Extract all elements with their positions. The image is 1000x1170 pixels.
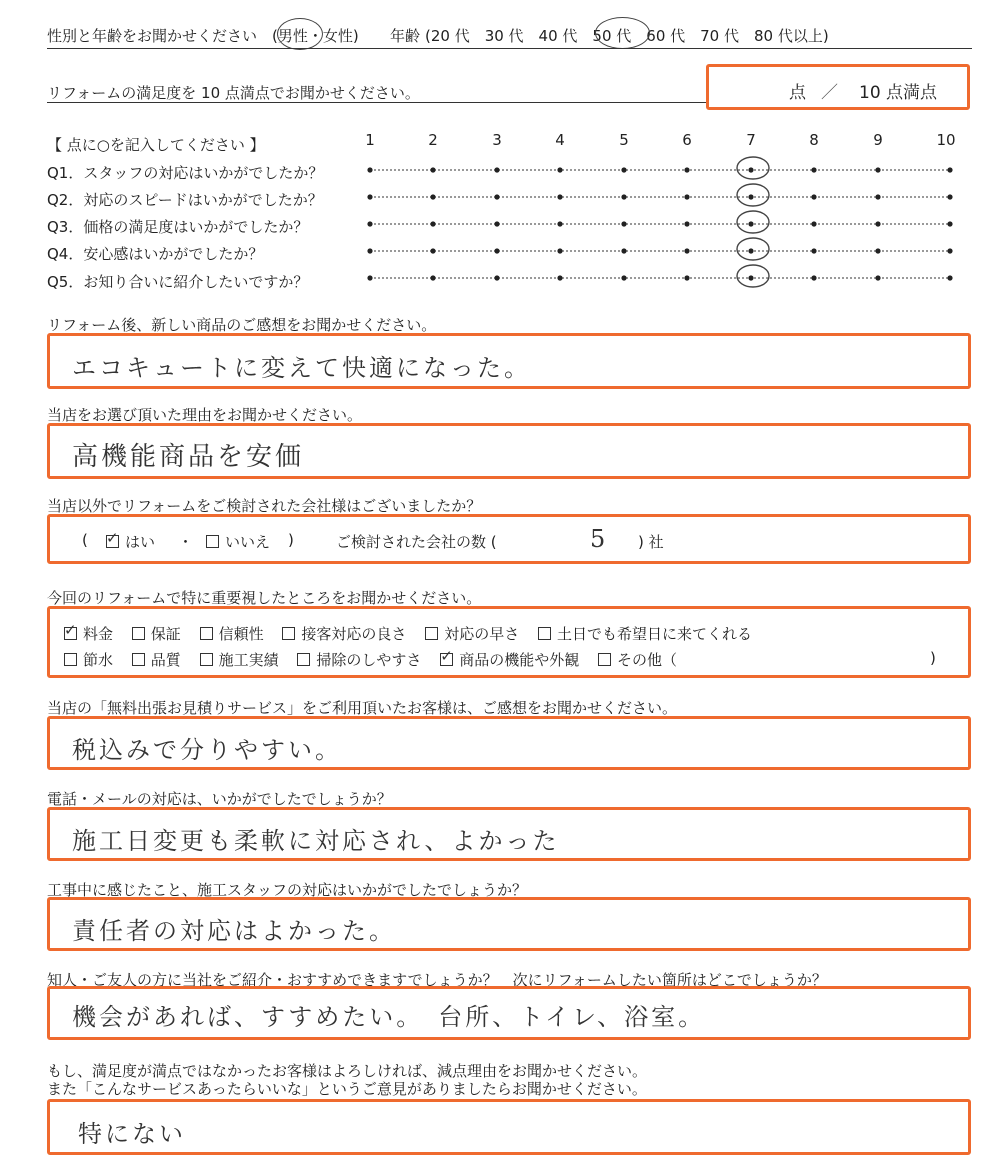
priority-track-record[interactable] xyxy=(200,649,279,670)
rating-dot-q2-5[interactable] xyxy=(621,194,626,199)
gender-options: (男性・女性) xyxy=(272,27,359,45)
no-checkbox[interactable] xyxy=(206,535,219,548)
rating-dot-q5-7[interactable] xyxy=(748,275,753,280)
construction-answer: 責任者の対応はよかった。 xyxy=(72,917,396,945)
priority-checkbox[interactable] xyxy=(132,627,145,640)
company-count-suffix: ) 社 xyxy=(638,533,664,551)
improvement-label-2: また「こんなサービスあったらいいな」というご意見がありましたらお聞かせください。 xyxy=(47,1080,647,1098)
other-companies-label: 当店以外でリフォームをご検討された会社様はございましたか？ xyxy=(47,497,482,515)
rating-dot-q5-3[interactable] xyxy=(494,275,499,280)
rating-dot-q2-6[interactable] xyxy=(684,194,689,199)
no-label: いいえ xyxy=(225,533,271,551)
other-companies-close-paren: ) xyxy=(288,531,294,549)
rating-dot-q5-8[interactable] xyxy=(811,275,816,280)
rating-dot-q5-6[interactable] xyxy=(684,275,689,280)
contact-answer: 施工日変更も柔軟に対応され、よかった xyxy=(72,827,560,855)
priority-reliability[interactable] xyxy=(200,623,264,644)
rating-dot-q1-2[interactable] xyxy=(430,167,435,172)
question-q5: Q5．お知り合いに紹介したいですか？ xyxy=(47,273,309,291)
contact-label: 電話・メールの対応は、いかがでしたでしょうか？ xyxy=(47,790,392,808)
scale-1: 1 xyxy=(365,131,375,149)
construction-label: 工事中に感じたこと、施工スタッフの対応はいかがでしたでしょうか？ xyxy=(47,881,528,899)
priority-label: 料金 xyxy=(83,625,114,643)
priority-checkbox[interactable] xyxy=(282,627,295,640)
reason-answer-box[interactable] xyxy=(47,423,971,479)
reason-label: 当店をお選び頂いた理由をお聞かせください。 xyxy=(47,406,363,424)
rating-dot-q1-8[interactable] xyxy=(811,167,816,172)
satisfaction-prompt: リフォームの満足度を 10 点満点でお聞かせください。 xyxy=(47,84,420,102)
priority-label: 節水 xyxy=(83,651,114,669)
rating-dot-q3-5[interactable] xyxy=(621,221,626,226)
scale-4: 4 xyxy=(555,131,565,149)
header-underline xyxy=(47,48,972,49)
priority-checkbox[interactable] xyxy=(200,627,213,640)
rating-dot-q3-3[interactable] xyxy=(494,221,499,226)
estimate-answer-box[interactable] xyxy=(47,716,971,770)
construction-answer-box[interactable] xyxy=(47,897,971,951)
priority-label: 対応の早さ xyxy=(444,625,520,643)
priority-quality[interactable] xyxy=(132,649,181,670)
reason-answer: 高機能商品を安価 xyxy=(72,442,305,472)
estimate-label: 当店の「無料出張お見積りサービス」をご利用頂いたお客様は、ご感想をお聞かせください。 xyxy=(47,699,678,717)
estimate-answer: 税込みで分りやすい。 xyxy=(72,736,342,764)
rating-dot-q2-1[interactable] xyxy=(367,194,372,199)
new-product-answer-box[interactable] xyxy=(47,333,971,389)
priorities-label: 今回のリフォームで特に重要視したところをお聞かせください。 xyxy=(47,589,482,607)
improvement-answer-box[interactable] xyxy=(47,1099,971,1155)
rating-dot-q3-10[interactable] xyxy=(947,221,952,226)
priority-label: 掃除のしやすさ xyxy=(316,651,422,669)
score-unit: 点 xyxy=(789,83,806,103)
priority-label: 施工実績 xyxy=(218,651,279,669)
priorities-row-2 xyxy=(64,649,691,670)
rating-dot-q4-10[interactable] xyxy=(947,248,952,253)
gender-prompt: 性別と年齢をお聞かせください xyxy=(47,27,258,45)
rating-dot-q4-4[interactable] xyxy=(557,248,562,253)
rating-dot-q5-5[interactable] xyxy=(621,275,626,280)
rating-dot-q4-9[interactable] xyxy=(875,248,880,253)
scale-6: 6 xyxy=(682,131,692,149)
rating-dot-q1-9[interactable] xyxy=(875,167,880,172)
question-q4: Q4．安心感はいかがでしたか？ xyxy=(47,245,264,263)
other-companies-box xyxy=(47,514,971,564)
new-product-answer: エコキュートに変えて快適になった。 xyxy=(72,354,531,382)
yes-label: はい xyxy=(125,533,156,551)
priority-checkbox[interactable] xyxy=(64,627,77,640)
question-q2: Q2．対応のスピードはいかがでしたか？ xyxy=(47,191,323,209)
priority-weekend[interactable] xyxy=(538,623,752,644)
rating-selection-circle-q5 xyxy=(737,265,769,287)
rating-dot-q2-2[interactable] xyxy=(430,194,435,199)
rating-dot-q2-7[interactable] xyxy=(748,194,753,199)
other-companies-open-paren: ( xyxy=(82,531,88,549)
rating-dot-q4-5[interactable] xyxy=(621,248,626,253)
age-selection-circle xyxy=(595,17,650,49)
score-slash: ／ xyxy=(821,83,838,103)
rating-instruction: 【 点に○を記入してください 】 xyxy=(47,136,265,154)
scale-7: 7 xyxy=(746,131,756,149)
scale-5: 5 xyxy=(619,131,629,149)
priority-label: 商品の機能や外観 xyxy=(459,651,580,669)
priority-checkbox[interactable] xyxy=(425,627,438,640)
priority-service[interactable] xyxy=(282,623,406,644)
rating-dot-q3-4[interactable] xyxy=(557,221,562,226)
other-companies-yes[interactable] xyxy=(106,531,155,552)
rating-dot-q4-2[interactable] xyxy=(430,248,435,253)
other-companies-dot: ・ xyxy=(178,533,194,551)
score-box[interactable] xyxy=(706,64,970,110)
age-options: (20 代 30 代 40 代 50 代 60 代 70 代 80 代以上) xyxy=(425,27,829,45)
scale-2: 2 xyxy=(428,131,438,149)
rating-dot-q2-3[interactable] xyxy=(494,194,499,199)
yes-checkbox[interactable] xyxy=(106,535,119,548)
priority-label: その他（ xyxy=(616,651,677,669)
rating-dot-q3-7[interactable] xyxy=(748,221,753,226)
priority-checkbox[interactable] xyxy=(440,653,453,666)
question-q3: Q3．価格の満足度はいかがでしたか？ xyxy=(47,218,309,236)
scale-9: 9 xyxy=(873,131,883,149)
rating-dot-q3-9[interactable] xyxy=(875,221,880,226)
scale-10: 10 xyxy=(936,131,956,149)
priorities-row-1 xyxy=(64,623,766,644)
rating-selection-circle-q4 xyxy=(737,238,769,260)
rating-dot-q1-6[interactable] xyxy=(684,167,689,172)
company-count-value[interactable]: 5 xyxy=(590,525,609,553)
rating-dot-q4-7[interactable] xyxy=(748,248,753,253)
scale-3: 3 xyxy=(492,131,502,149)
improvement-label-1: もし、満足度が満点ではなかったお客様はよろしければ、減点理由をお聞かせください。 xyxy=(47,1062,648,1080)
rating-selection-circle-q3 xyxy=(737,211,769,233)
rating-dot-q1-7[interactable] xyxy=(748,167,753,172)
priority-speed[interactable] xyxy=(425,623,519,644)
rating-dot-q1-1[interactable] xyxy=(367,167,372,172)
rating-dot-q3-2[interactable] xyxy=(430,221,435,226)
priority-fee[interactable] xyxy=(64,623,113,644)
rating-dot-q5-1[interactable] xyxy=(367,275,372,280)
priority-checkbox[interactable] xyxy=(538,627,551,640)
rating-dot-q5-9[interactable] xyxy=(875,275,880,280)
priority-warranty[interactable] xyxy=(132,623,181,644)
improvement-answer: 特にない xyxy=(78,1120,186,1148)
rating-dot-q4-1[interactable] xyxy=(367,248,372,253)
recommend-label: 知人・ご友人の方に当社をご紹介・おすすめできますでしょうか？ 次にリフォームしたい箇所はどこでしょうか？ xyxy=(47,971,827,989)
rating-dot-q5-2[interactable] xyxy=(430,275,435,280)
priority-other-close: ) xyxy=(930,649,936,667)
rating-dot-q2-9[interactable] xyxy=(875,194,880,199)
rating-dot-q5-10[interactable] xyxy=(947,275,952,280)
other-companies-no[interactable] xyxy=(206,531,270,552)
gender-selection-circle xyxy=(277,18,323,50)
rating-dot-q3-8[interactable] xyxy=(811,221,816,226)
rating-dot-q2-10[interactable] xyxy=(947,194,952,199)
priority-label: 保証 xyxy=(150,625,181,643)
recommend-answer: 機会があれば、すすめたい。 台所、トイレ、浴室。 xyxy=(72,1003,706,1031)
priority-label: 信頼性 xyxy=(218,625,264,643)
new-product-label: リフォーム後、新しい商品のご感想をお聞かせください。 xyxy=(47,316,437,334)
rating-dot-q3-1[interactable] xyxy=(367,221,372,226)
rating-dot-q2-8[interactable] xyxy=(811,194,816,199)
contact-answer-box[interactable] xyxy=(47,807,971,861)
rating-dot-q1-5[interactable] xyxy=(621,167,626,172)
priority-water-saving[interactable] xyxy=(64,649,113,670)
priority-label: 品質 xyxy=(150,651,181,669)
rating-dot-q1-3[interactable] xyxy=(494,167,499,172)
rating-dot-q2-4[interactable] xyxy=(557,194,562,199)
priority-function-design[interactable] xyxy=(440,649,579,670)
rating-dot-q3-6[interactable] xyxy=(684,221,689,226)
rating-dot-q4-3[interactable] xyxy=(494,248,499,253)
recommend-answer-box[interactable] xyxy=(47,986,971,1040)
rating-dot-q1-10[interactable] xyxy=(947,167,952,172)
priority-checkbox[interactable] xyxy=(200,653,213,666)
company-count-label: ご検討された会社の数 ( xyxy=(336,533,497,551)
priorities-box xyxy=(47,606,971,678)
priority-checkbox[interactable] xyxy=(64,653,77,666)
priority-checkbox[interactable] xyxy=(598,653,611,666)
rating-dot-q1-4[interactable] xyxy=(557,167,562,172)
rating-dot-q4-6[interactable] xyxy=(684,248,689,253)
age-label: 年齢 xyxy=(390,27,421,45)
rating-dot-q5-4[interactable] xyxy=(557,275,562,280)
satisfaction-underline xyxy=(47,102,707,103)
rating-dot-q4-8[interactable] xyxy=(811,248,816,253)
priority-other[interactable] xyxy=(598,649,677,670)
scale-8: 8 xyxy=(809,131,819,149)
question-q1: Q1．スタッフの対応はいかがでしたか？ xyxy=(47,164,324,182)
priority-easy-cleaning[interactable] xyxy=(297,649,421,670)
priority-label: 接客対応の良さ xyxy=(301,625,407,643)
priority-label: 土日でも希望日に来てくれる xyxy=(556,625,752,643)
score-max-label: 10 点満点 xyxy=(859,83,938,103)
priority-checkbox[interactable] xyxy=(132,653,145,666)
rating-selection-circle-q2 xyxy=(737,184,769,206)
rating-selection-circle-q1 xyxy=(737,157,769,179)
priority-checkbox[interactable] xyxy=(297,653,310,666)
